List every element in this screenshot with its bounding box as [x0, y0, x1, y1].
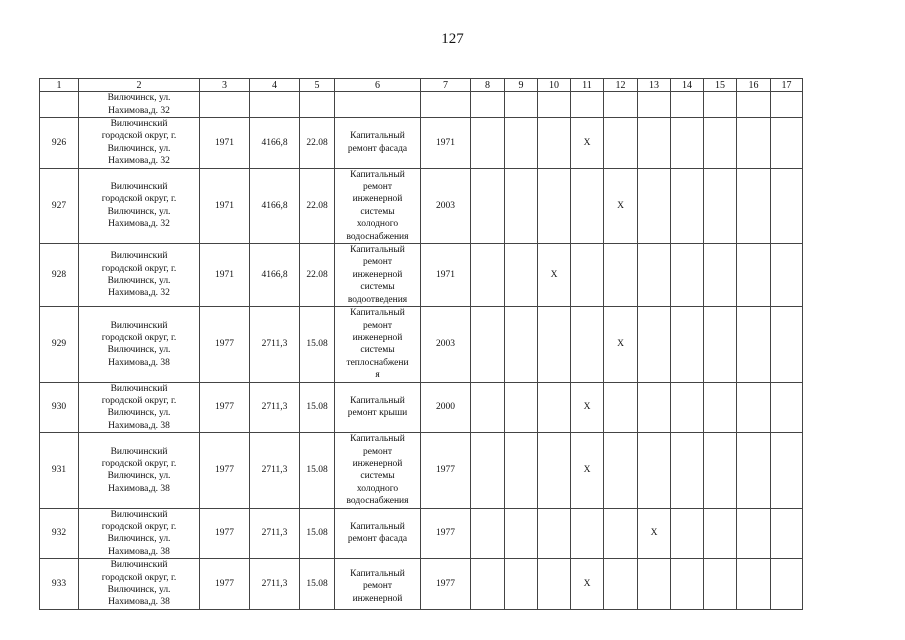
- address-cell: [79, 559, 200, 610]
- address-cell-line: Вилючинск, ул.: [107, 585, 171, 596]
- work-type-cell-line: системы: [360, 471, 395, 482]
- period-cell-11: [571, 168, 604, 243]
- header-cell-16: 16: [737, 79, 771, 92]
- header-cell-6: 6: [335, 79, 421, 92]
- row-number-cell: 929: [40, 307, 79, 382]
- header-cell-3: 3: [200, 79, 250, 92]
- period-cell-13: [638, 92, 671, 118]
- work-type-cell-line: холодного: [356, 483, 399, 494]
- period-cell-12: [604, 92, 638, 118]
- work-type-cell-line: Капитальный: [350, 569, 405, 580]
- period-cell-15: [704, 168, 737, 243]
- build-year-cell: 1971: [200, 168, 250, 243]
- period-cell-13: [638, 307, 671, 382]
- period-cell-17: [771, 559, 803, 610]
- area-cell: 4166,8: [250, 168, 300, 243]
- rate-cell: 15.08: [300, 508, 335, 559]
- work-type-cell: [335, 382, 421, 433]
- address-cell-line: Вилючинский: [110, 320, 168, 331]
- work-year-cell: 1977: [421, 559, 471, 610]
- address-cell-line: городской округ, г.: [101, 572, 177, 583]
- period-cell-15: [704, 433, 737, 508]
- work-type-cell-line: Капитальный: [350, 169, 405, 180]
- period-mark-11: Х: [571, 118, 604, 169]
- period-cell-10: [538, 307, 571, 382]
- period-cell-14: [671, 92, 704, 118]
- work-type-cell-line: водоотведения: [347, 294, 408, 305]
- period-cell-15: [704, 382, 737, 433]
- work-year-cell: 1971: [421, 244, 471, 307]
- address-cell-line: Нахимова,д. 38: [108, 597, 170, 608]
- period-cell-12: [604, 433, 638, 508]
- period-cell-10: [538, 382, 571, 433]
- rate-cell: [300, 92, 335, 118]
- address-cell-line: Вилючинский: [110, 446, 168, 457]
- table-row: [40, 433, 803, 508]
- address-cell-line: Нахимова,д. 32: [108, 219, 170, 230]
- row-number-cell: 930: [40, 382, 79, 433]
- period-cell-12: [604, 508, 638, 559]
- build-year-cell: 1977: [200, 382, 250, 433]
- address-cell: [79, 92, 200, 118]
- area-cell: 4166,8: [250, 244, 300, 307]
- address-cell-line: городской округ, г.: [101, 131, 177, 142]
- area-cell: 2711,3: [250, 508, 300, 559]
- period-cell-14: [671, 382, 704, 433]
- address-cell-line: Вилючинский: [110, 119, 168, 129]
- rate-cell: 15.08: [300, 382, 335, 433]
- row-number-cell: [40, 92, 79, 118]
- period-cell-12: [604, 559, 638, 610]
- work-year-cell: 2003: [421, 307, 471, 382]
- work-type-cell: [335, 559, 421, 610]
- area-cell: [250, 92, 300, 118]
- address-cell-line: Нахимова,д. 32: [108, 105, 170, 116]
- period-cell-10: [538, 92, 571, 118]
- address-cell-line: Нахимова,д. 38: [108, 546, 170, 557]
- row-number-cell: 932: [40, 508, 79, 559]
- period-cell-9: [505, 244, 538, 307]
- period-cell-9: [505, 382, 538, 433]
- period-cell-15: [704, 559, 737, 610]
- work-type-cell-line: ремонт: [363, 581, 392, 592]
- work-type-cell: [335, 433, 421, 508]
- build-year-cell: 1971: [200, 118, 250, 169]
- period-cell-14: [671, 168, 704, 243]
- work-type-cell: [335, 307, 421, 382]
- address-cell-line: Нахимова,д. 38: [108, 357, 170, 368]
- table-row: [40, 382, 803, 433]
- address-cell-line: Нахимова,д. 38: [108, 483, 170, 494]
- work-year-cell: 1977: [421, 508, 471, 559]
- work-type-cell-line: ремонт: [363, 320, 392, 331]
- work-type-cell-line: Капитальный: [350, 131, 405, 142]
- address-cell-line: Вилючинск, ул.: [107, 276, 171, 287]
- period-cell-16: [737, 433, 771, 508]
- work-type-cell-line: системы: [360, 345, 395, 356]
- work-type-cell: [335, 118, 421, 169]
- work-type-cell-line: ремонт фасада: [347, 534, 408, 545]
- period-cell-9: [505, 508, 538, 559]
- period-cell-16: [737, 118, 771, 169]
- period-mark-13: Х: [638, 508, 671, 559]
- work-year-cell: 2003: [421, 168, 471, 243]
- work-type-cell-line: ремонт фасада: [347, 143, 408, 154]
- period-cell-17: [771, 168, 803, 243]
- period-cell-13: [638, 244, 671, 307]
- work-type-cell: [335, 508, 421, 559]
- period-mark-11: Х: [571, 433, 604, 508]
- period-cell-9: [505, 118, 538, 169]
- address-cell-line: Нахимова,д. 32: [108, 156, 170, 167]
- period-cell-9: [505, 307, 538, 382]
- header-cell-17: 17: [771, 79, 803, 92]
- address-cell-line: городской округ, г.: [101, 332, 177, 343]
- work-type-cell: [335, 244, 421, 307]
- work-type-cell-line: Капитальный: [350, 308, 405, 319]
- build-year-cell: 1977: [200, 433, 250, 508]
- period-cell-10: [538, 433, 571, 508]
- period-cell-12: [604, 244, 638, 307]
- page-number: 127: [441, 31, 464, 47]
- build-year-cell: 1977: [200, 307, 250, 382]
- header-cell-7: 7: [421, 79, 471, 92]
- work-type-cell-line: системы: [360, 206, 395, 217]
- period-cell-10: [538, 508, 571, 559]
- rate-cell: 22.08: [300, 118, 335, 169]
- table-row: [40, 307, 803, 382]
- period-cell-16: [737, 244, 771, 307]
- period-cell-14: [671, 118, 704, 169]
- period-cell-16: [737, 307, 771, 382]
- address-cell-line: Вилючинск, ул.: [107, 206, 171, 217]
- address-cell-line: городской округ, г.: [101, 395, 177, 406]
- work-type-cell-line: Капитальный: [350, 522, 405, 532]
- address-cell-line: Вилючинский: [110, 560, 168, 571]
- period-cell-17: [771, 244, 803, 307]
- work-type-cell: [335, 92, 421, 118]
- header-cell-13: 13: [638, 79, 671, 92]
- work-type-cell-line: инженерной: [352, 332, 403, 343]
- work-type-cell-line: инженерной: [352, 269, 403, 280]
- work-type-cell-line: инженерной: [352, 194, 403, 205]
- area-cell: 2711,3: [250, 433, 300, 508]
- row-number-cell: 927: [40, 168, 79, 243]
- period-cell-17: [771, 92, 803, 118]
- period-cell-8: [471, 559, 505, 610]
- address-cell: [79, 508, 200, 559]
- period-cell-12: [604, 382, 638, 433]
- table-row: [40, 508, 803, 559]
- work-type-cell-line: системы: [360, 282, 395, 293]
- rate-cell: 15.08: [300, 433, 335, 508]
- work-type-cell-line: ремонт крыши: [347, 408, 408, 419]
- period-cell-14: [671, 244, 704, 307]
- rate-cell: 15.08: [300, 559, 335, 610]
- period-cell-8: [471, 382, 505, 433]
- address-cell-line: Нахимова,д. 38: [108, 420, 170, 431]
- period-cell-17: [771, 307, 803, 382]
- area-cell: 4166,8: [250, 118, 300, 169]
- period-cell-9: [505, 559, 538, 610]
- period-cell-14: [671, 433, 704, 508]
- period-cell-8: [471, 433, 505, 508]
- row-number-cell: 933: [40, 559, 79, 610]
- table-row: [40, 118, 803, 169]
- period-cell-11: [571, 307, 604, 382]
- period-cell-10: [538, 118, 571, 169]
- work-year-cell: [421, 92, 471, 118]
- work-year-cell: 1977: [421, 433, 471, 508]
- address-cell-line: Вилючинский: [110, 383, 168, 394]
- period-cell-8: [471, 92, 505, 118]
- period-mark-11: Х: [571, 559, 604, 610]
- period-cell-15: [704, 92, 737, 118]
- period-cell-11: [571, 244, 604, 307]
- build-year-cell: 1977: [200, 508, 250, 559]
- area-cell: 2711,3: [250, 307, 300, 382]
- period-cell-12: [604, 118, 638, 169]
- period-mark-12: Х: [604, 168, 638, 243]
- header-cell-1: 1: [40, 79, 79, 92]
- rate-cell: 22.08: [300, 244, 335, 307]
- period-cell-17: [771, 433, 803, 508]
- period-cell-16: [737, 508, 771, 559]
- work-type-cell: [335, 168, 421, 243]
- work-type-cell-line: водоснабжения: [346, 231, 409, 242]
- address-cell-line: Вилючинский: [110, 251, 168, 262]
- address-cell: [79, 118, 200, 169]
- period-cell-15: [704, 508, 737, 559]
- work-type-cell-line: теплоснабжени: [346, 357, 409, 368]
- address-cell-line: Вилючинск, ул.: [107, 534, 171, 545]
- work-type-cell-line: инженерной: [352, 458, 403, 469]
- work-type-cell-line: ремонт: [363, 446, 392, 457]
- work-year-cell: 1971: [421, 118, 471, 169]
- address-cell-line: городской округ, г.: [101, 458, 177, 469]
- work-type-cell-line: ремонт: [363, 257, 392, 268]
- work-type-cell-line: я: [375, 370, 380, 381]
- period-cell-8: [471, 508, 505, 559]
- work-type-cell-line: ремонт: [363, 182, 392, 193]
- address-cell-line: городской округ, г.: [101, 194, 177, 205]
- period-mark-10: Х: [538, 244, 571, 307]
- header-cell-2: 2: [79, 79, 200, 92]
- row-number-cell: 926: [40, 118, 79, 169]
- period-mark-11: Х: [571, 382, 604, 433]
- row-number-cell: 928: [40, 244, 79, 307]
- address-cell-line: городской округ, г.: [101, 263, 177, 274]
- period-cell-10: [538, 168, 571, 243]
- period-cell-8: [471, 168, 505, 243]
- address-cell-line: Вилючинск, ул.: [107, 408, 171, 419]
- period-cell-13: [638, 382, 671, 433]
- build-year-cell: [200, 92, 250, 118]
- period-cell-14: [671, 559, 704, 610]
- period-cell-14: [671, 307, 704, 382]
- build-year-cell: 1977: [200, 559, 250, 610]
- period-cell-9: [505, 168, 538, 243]
- period-cell-17: [771, 382, 803, 433]
- period-cell-14: [671, 508, 704, 559]
- address-cell-line: Вилючинск, ул.: [107, 143, 171, 154]
- header-cell-15: 15: [704, 79, 737, 92]
- build-year-cell: 1971: [200, 244, 250, 307]
- address-cell-line: Вилючинск, ул.: [107, 93, 171, 104]
- header-cell-4: 4: [250, 79, 300, 92]
- address-cell-line: Вилючинск, ул.: [107, 345, 171, 356]
- work-type-cell-line: Капитальный: [350, 245, 405, 256]
- period-cell-16: [737, 92, 771, 118]
- table-row: [40, 92, 803, 118]
- rate-cell: 22.08: [300, 168, 335, 243]
- table-row: [40, 168, 803, 243]
- work-type-cell-line: Капитальный: [350, 434, 405, 445]
- address-cell-line: городской округ, г.: [101, 522, 177, 532]
- table-row: [40, 559, 803, 610]
- address-cell: [79, 244, 200, 307]
- area-cell: 2711,3: [250, 559, 300, 610]
- period-mark-12: Х: [604, 307, 638, 382]
- header-cell-8: 8: [471, 79, 505, 92]
- period-cell-16: [737, 559, 771, 610]
- period-cell-13: [638, 168, 671, 243]
- period-cell-8: [471, 307, 505, 382]
- period-cell-16: [737, 168, 771, 243]
- address-cell: [79, 433, 200, 508]
- period-cell-15: [704, 244, 737, 307]
- address-cell: [79, 307, 200, 382]
- period-cell-15: [704, 307, 737, 382]
- period-cell-13: [638, 118, 671, 169]
- header-cell-9: 9: [505, 79, 538, 92]
- period-cell-16: [737, 382, 771, 433]
- address-cell-line: Вилючинск, ул.: [107, 471, 171, 482]
- period-cell-11: [571, 92, 604, 118]
- header-cell-12: 12: [604, 79, 638, 92]
- rate-cell: 15.08: [300, 307, 335, 382]
- header-cell-11: 11: [571, 79, 604, 92]
- header-cell-10: 10: [538, 79, 571, 92]
- address-cell-line: Вилючинский: [110, 182, 168, 193]
- period-cell-15: [704, 118, 737, 169]
- table-header-row: [40, 79, 803, 92]
- work-year-cell: 2000: [421, 382, 471, 433]
- period-cell-11: [571, 508, 604, 559]
- area-cell: 2711,3: [250, 382, 300, 433]
- address-cell: [79, 168, 200, 243]
- table-row: [40, 244, 803, 307]
- period-cell-13: [638, 433, 671, 508]
- row-number-cell: 931: [40, 433, 79, 508]
- repair-schedule-table: [39, 78, 803, 610]
- period-cell-10: [538, 559, 571, 610]
- period-cell-8: [471, 244, 505, 307]
- address-cell: [79, 382, 200, 433]
- period-cell-17: [771, 508, 803, 559]
- period-cell-17: [771, 118, 803, 169]
- period-cell-8: [471, 118, 505, 169]
- header-cell-14: 14: [671, 79, 704, 92]
- period-cell-9: [505, 433, 538, 508]
- period-cell-13: [638, 559, 671, 610]
- address-cell-line: Нахимова,д. 32: [108, 288, 170, 299]
- work-type-cell-line: водоснабжения: [346, 496, 409, 507]
- work-type-cell-line: холодного: [356, 219, 399, 230]
- period-cell-9: [505, 92, 538, 118]
- work-type-cell-line: Капитальный: [350, 395, 405, 406]
- address-cell-line: Вилючинский: [110, 509, 168, 520]
- work-type-cell-line: инженерной: [352, 593, 403, 604]
- header-cell-5: 5: [300, 79, 335, 92]
